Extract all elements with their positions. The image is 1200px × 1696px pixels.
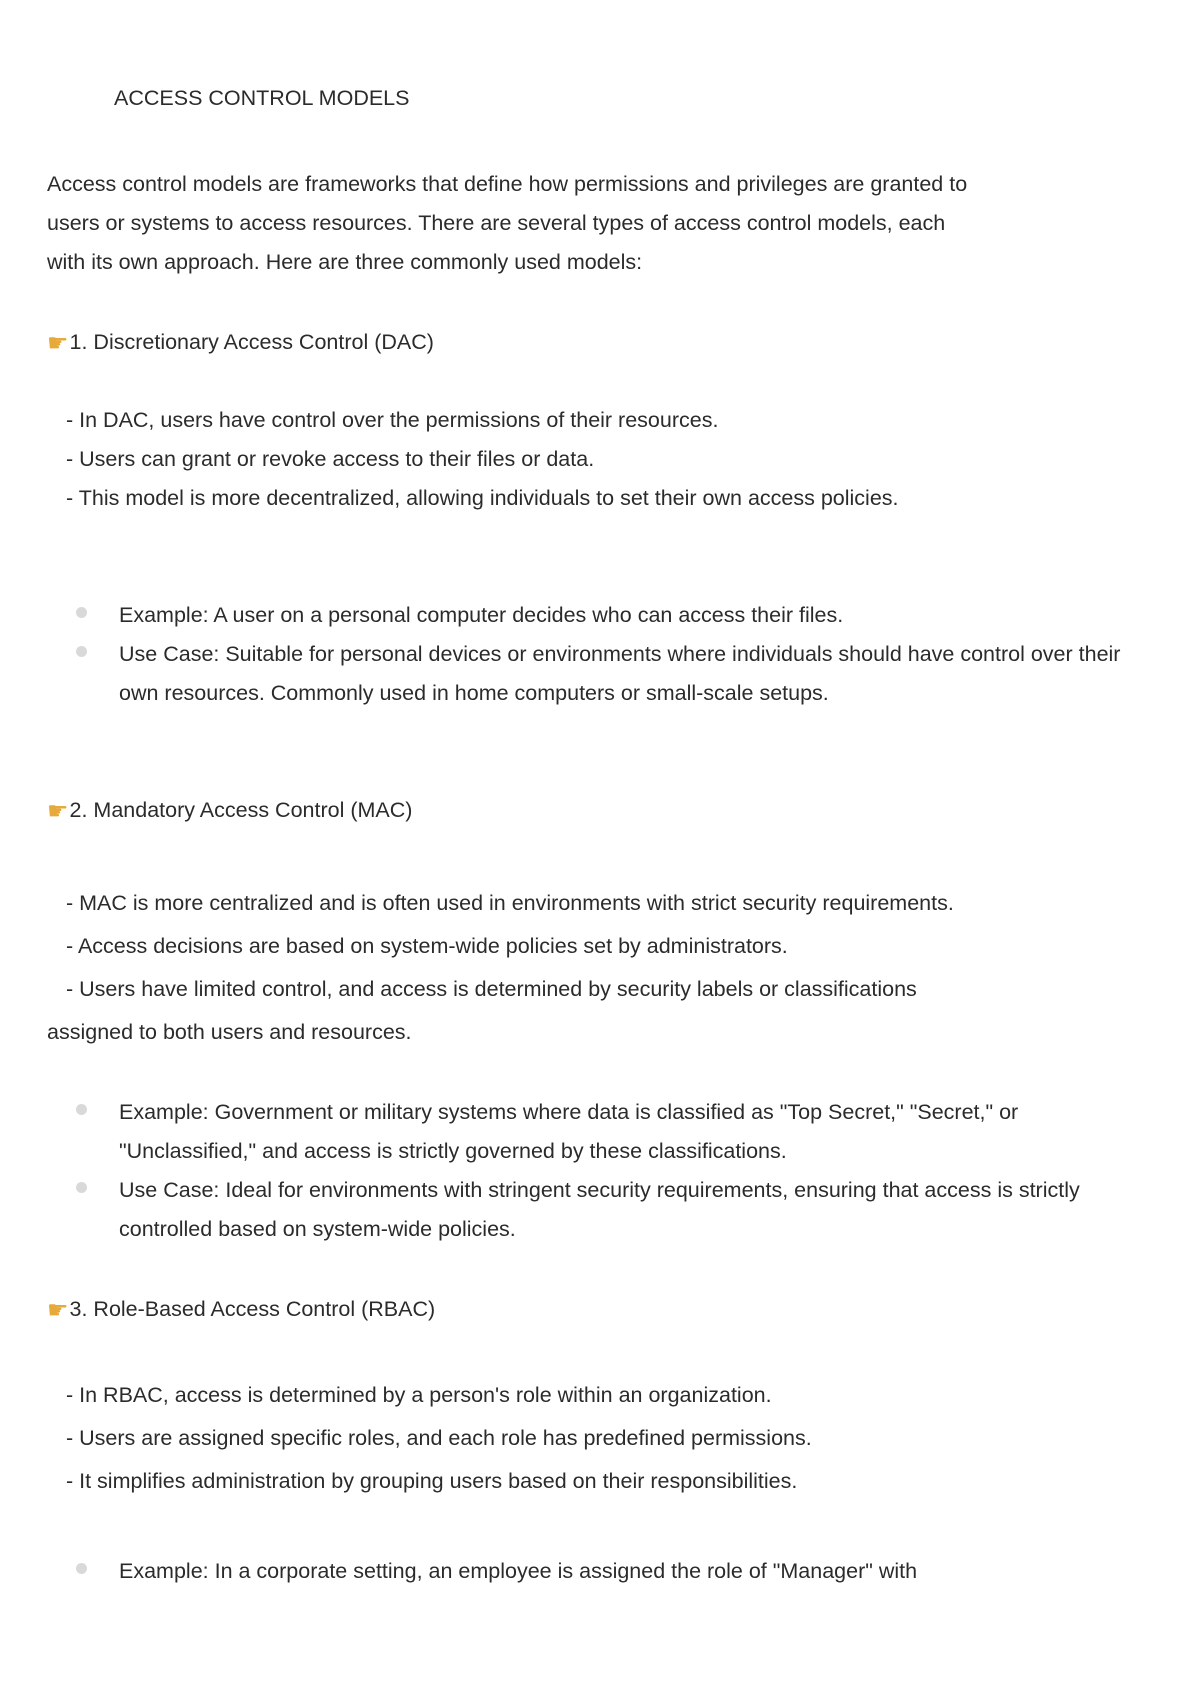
dac-use-case: Use Case: Suitable for personal devices or environments where individuals should have control over their own resources. Commonly used in home computers or small-scale setups. bbox=[119, 642, 1121, 705]
mac-point-3: - Users have limited control, and access is determined by security labels or classifications bbox=[66, 977, 917, 1001]
dac-point-3: - This model is more decentralized, allowing individuals to set their own access policies. bbox=[66, 486, 899, 510]
section-heading-mac-text: 2. Mandatory Access Control (MAC) bbox=[69, 798, 413, 822]
bullet-dot-icon bbox=[76, 1104, 87, 1115]
mac-example: Example: Government or military systems where data is classified as "Top Secret," "Secret," or "Unclassified," and access is strictly governed by these classifications. bbox=[119, 1100, 1019, 1163]
intro-line-2: users or systems to access resources. There are several types of access control models, each bbox=[47, 211, 946, 235]
page-title: ACCESS CONTROL MODELS bbox=[114, 86, 410, 110]
mac-point-1: - MAC is more centralized and is often used in environments with strict security requirements. bbox=[66, 891, 954, 915]
rbac-point-3: - It simplifies administration by grouping users based on their responsibilities. bbox=[66, 1469, 798, 1493]
pointing-hand-icon: ☚ bbox=[47, 329, 69, 357]
rbac-point-2: - Users are assigned specific roles, and each role has predefined permissions. bbox=[66, 1426, 812, 1450]
section-heading-rbac bbox=[47, 1293, 435, 1324]
dac-point-2: - Users can grant or revoke access to their files or data. bbox=[66, 447, 595, 471]
mac-point-2: - Access decisions are based on system-wide policies set by administrators. bbox=[66, 934, 788, 958]
section-heading-dac-text: 1. Discretionary Access Control (DAC) bbox=[69, 330, 434, 354]
rbac-point-1: - In RBAC, access is determined by a person's role within an organization. bbox=[66, 1383, 772, 1407]
bullet-dot-icon bbox=[76, 1182, 87, 1193]
rbac-example: Example: In a corporate setting, an employee is assigned the role of "Manager" with bbox=[119, 1559, 918, 1583]
bullet-dot-icon bbox=[76, 1563, 87, 1574]
dac-example: Example: A user on a personal computer decides who can access their files. bbox=[119, 603, 844, 627]
intro-line-3: with its own approach. Here are three commonly used models: bbox=[47, 250, 643, 274]
bullet-dot-icon bbox=[76, 607, 87, 618]
section-heading-mac bbox=[47, 794, 412, 825]
intro-line-1: Access control models are frameworks that define how permissions and privileges are granted to bbox=[47, 172, 968, 196]
pointing-hand-icon: ☚ bbox=[47, 1296, 69, 1324]
pointing-hand-icon: ☚ bbox=[47, 797, 69, 825]
dac-point-1: - In DAC, users have control over the permissions of their resources. bbox=[66, 408, 719, 432]
mac-point-3-continued: assigned to both users and resources. bbox=[47, 1020, 412, 1044]
bullet-dot-icon bbox=[76, 646, 87, 657]
mac-use-case: Use Case: Ideal for environments with stringent security requirements, ensuring that access is strictly controlled based on system-wide policies. bbox=[119, 1178, 1080, 1241]
section-heading-dac bbox=[47, 326, 434, 357]
section-heading-rbac-text: 3. Role-Based Access Control (RBAC) bbox=[69, 1297, 436, 1321]
